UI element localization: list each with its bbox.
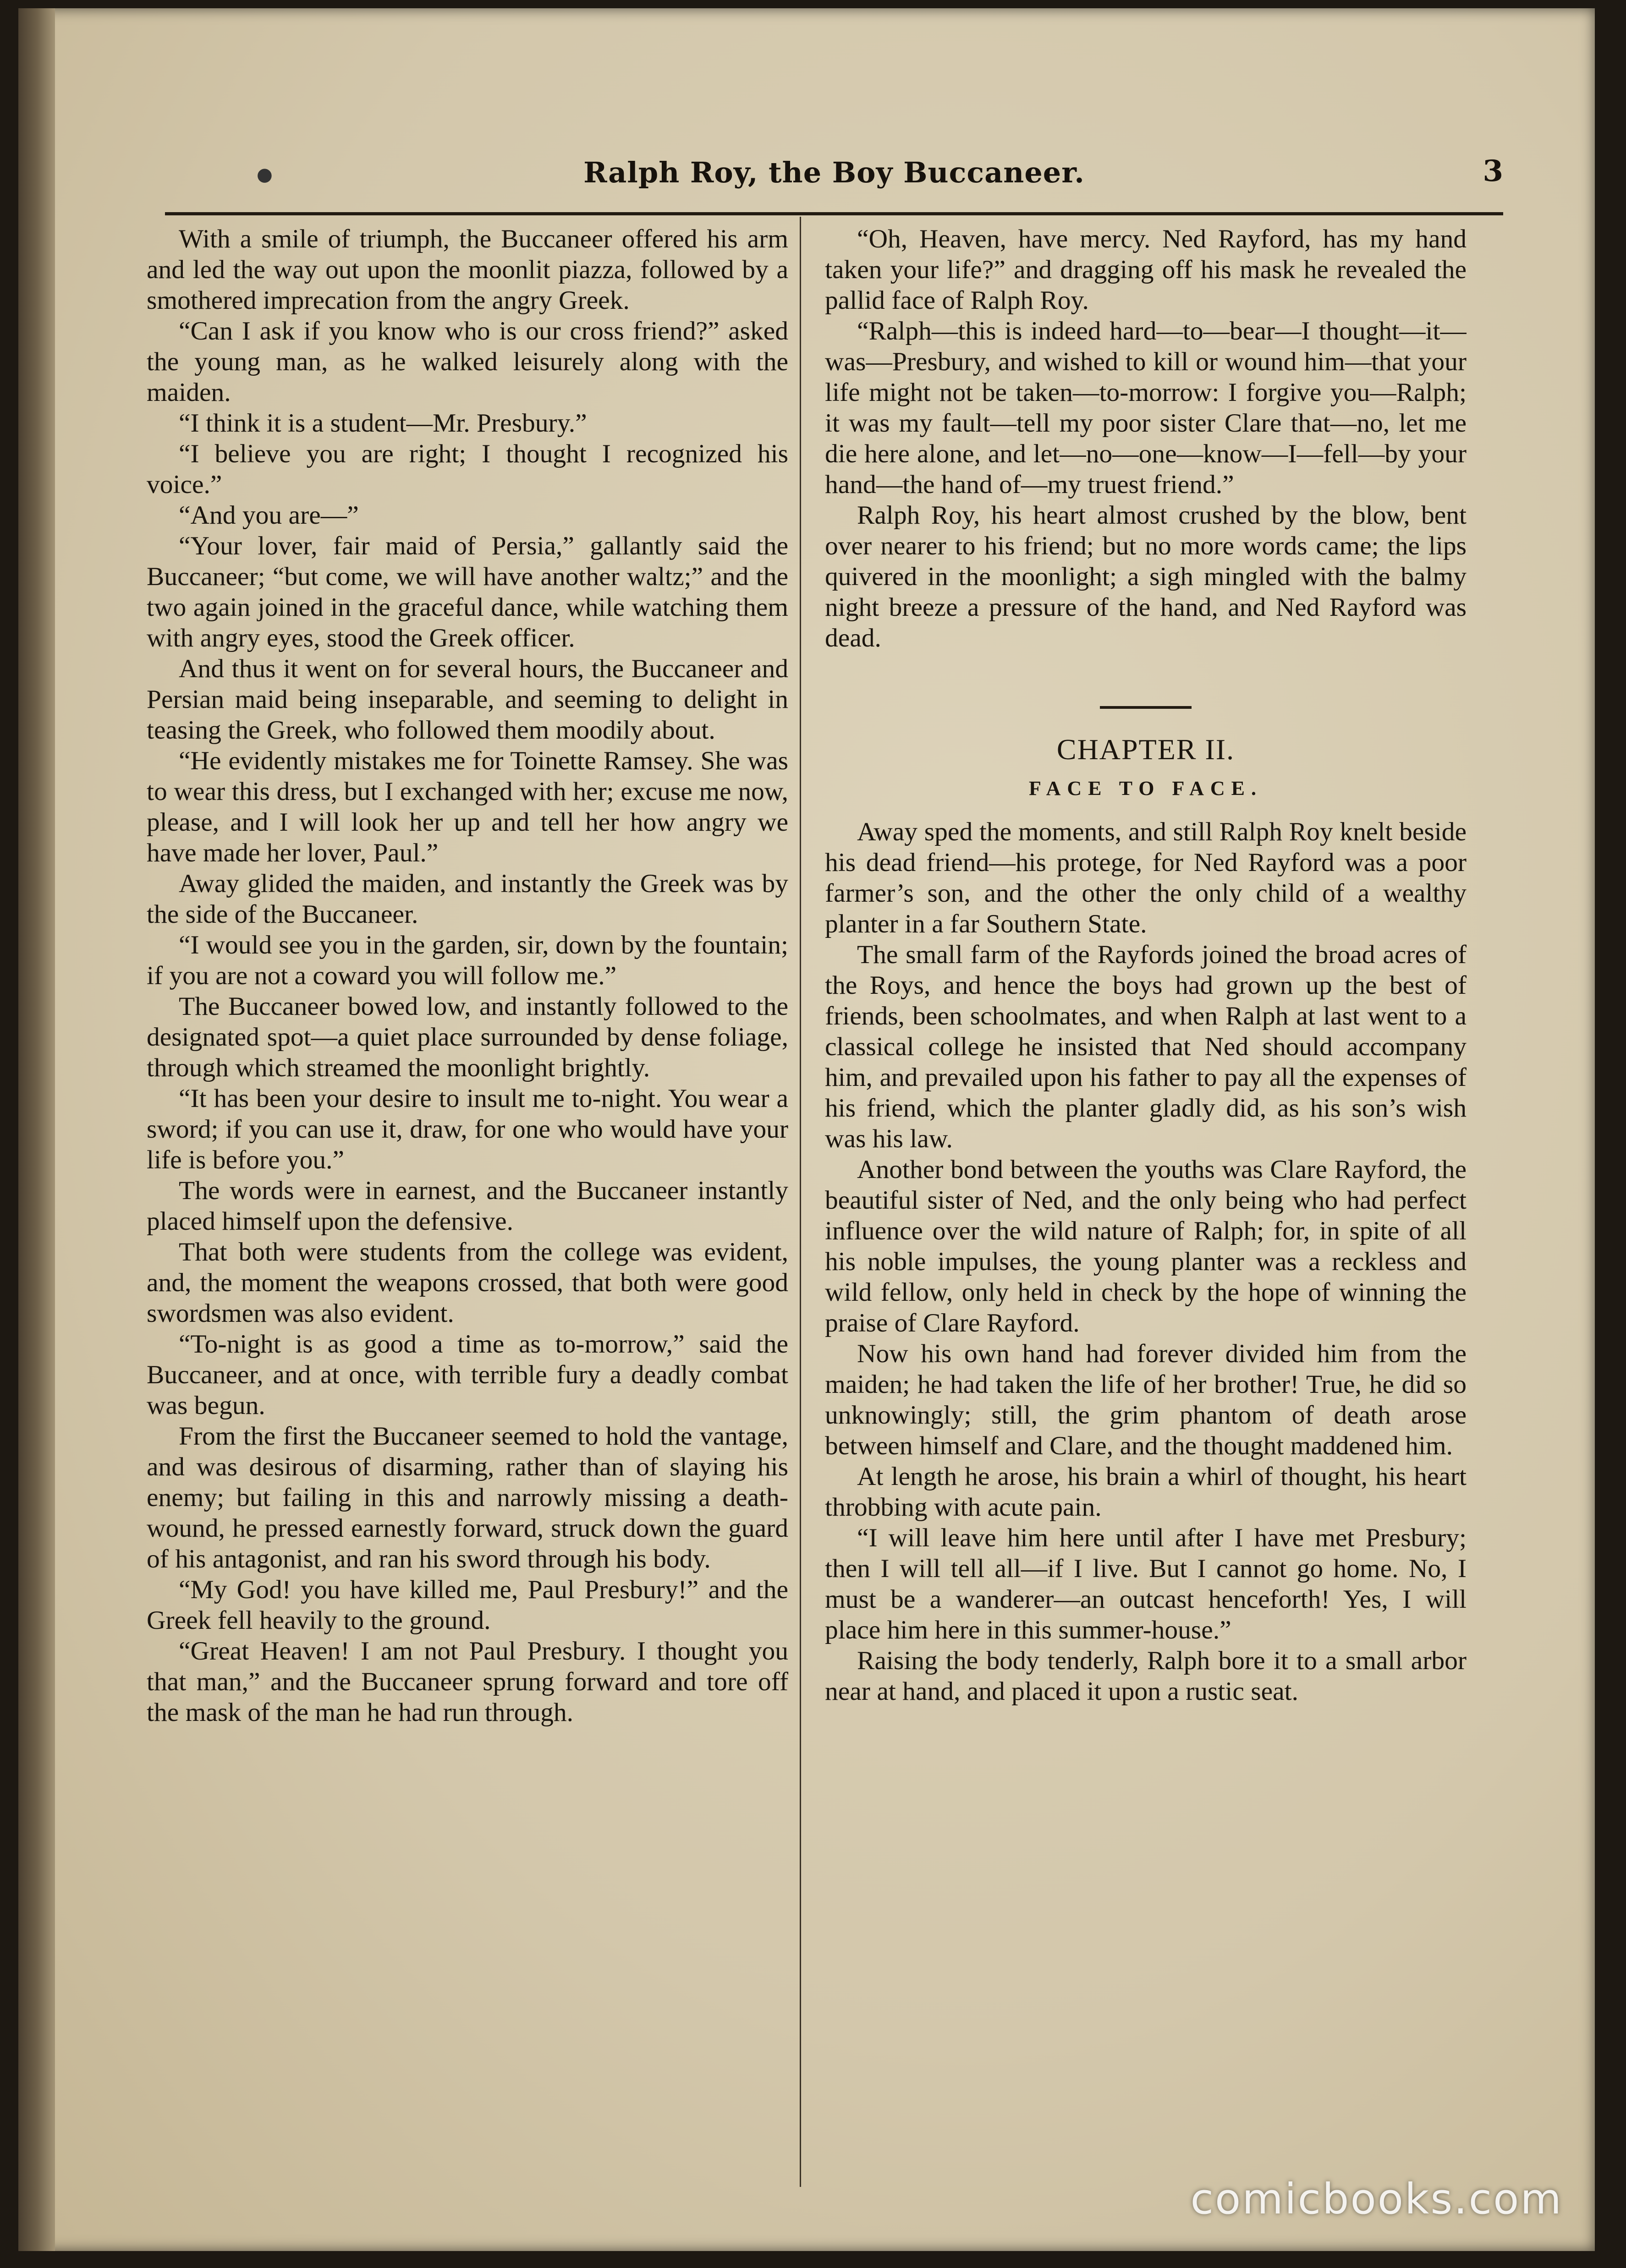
- paragraph: “Your lover, fair maid of Persia,” gallantly said the Buccaneer; “but come, we will have another waltz;” and the two again joined in the graceful dance, while watching them with angry eyes, stood the Greek officer.: [147, 531, 788, 652]
- paragraph: “And you are—”: [179, 501, 359, 530]
- paragraph: The small farm of the Rayfords joined the broad acres of the Roys, and hence the boys had grown up the best of friends, been schoolmates, and when Ralph at last went to a classical college he insisted that Ned should accompany him, and prevailed upon his father to pay all the expenses of his friend, which the planter gladly did, as his son’s wish was his law.: [825, 940, 1467, 1153]
- paragraph: Away sped the moments, and still Ralph Roy knelt beside his dead friend—his protege, for Ned Rayford was a poor farmer’s son, and the other the only child of a wealthy planter in a far Southern State.: [825, 817, 1467, 938]
- paragraph: The words were in earnest, and the Buccaneer instantly placed himself upon the defensive.: [147, 1176, 788, 1236]
- paragraph: “I would see you in the garden, sir, down by the fountain; if you are not a coward you will follow me.”: [147, 931, 788, 990]
- paragraph: Another bond between the youths was Clare Rayford, the beautiful sister of Ned, and the only being who had perfect influence over the wild nature of Ralph; for, in spite of all his noble impulses, the young planter was a reckless and wild fellow, only held in check by the hope of winning the praise of Clare Rayford.: [825, 1155, 1467, 1337]
- chapter-title: FACE TO FACE.: [1028, 777, 1263, 800]
- chapter-heading: CHAPTER II.: [1056, 733, 1235, 766]
- running-header: [165, 146, 1503, 205]
- paragraph: Now his own hand had forever divided him from the maiden; he had taken the life of her brother! True, he did so unknowingly; still, the grim phantom of death arose between himself and Clare, and the thought maddened him.: [825, 1339, 1467, 1460]
- page-spine: [18, 8, 55, 2251]
- running-title: Ralph Roy, the Boy Buccaneer.: [583, 156, 1085, 189]
- paragraph: And thus it went on for several hours, the Buccaneer and Persian maid being inseparable, and seeming to delight in teasing the Greek, who followed them moodily about.: [147, 654, 788, 745]
- ornament-dot-icon: ●: [257, 164, 273, 185]
- header-rule: [165, 212, 1503, 215]
- paragraph: “Oh, Heaven, have mercy. Ned Rayford, has my hand taken your life?” and dragging off his mask he revealed the pallid face of Ralph Roy.: [825, 225, 1467, 315]
- left-column: [147, 224, 788, 2194]
- paragraph: With a smile of triumph, the Buccaneer offered his arm and led the way out upon the moonlit piazza, followed by a smothered imprecation from the angry Greek.: [147, 225, 788, 315]
- page-number: 3: [1483, 154, 1503, 188]
- section-rule: [1100, 706, 1192, 709]
- paragraph: “My God! you have killed me, Paul Presbury!” and the Greek fell heavily to the ground.: [147, 1575, 788, 1635]
- paragraph: The Buccaneer bowed low, and instantly followed to the designated spot—a quiet place surrounded by dense foliage, through which streamed the moonlight brightly.: [147, 992, 788, 1082]
- right-column: [825, 224, 1467, 2194]
- paragraph: “He evidently mistakes me for Toinette Ramsey. She was to wear this dress, but I exchanged with her; excuse me now, please, and I will look her up and tell her how angry we have made her lover, Paul.”: [147, 746, 788, 867]
- column-divider: [800, 217, 801, 2187]
- paragraph: “I believe you are right; I thought I recognized his voice.”: [147, 439, 788, 499]
- paragraph: That both were students from the college was evident, and, the moment the weapons crossed, that both were good swordsmen was also evident.: [147, 1238, 788, 1328]
- paragraph: “Great Heaven! I am not Paul Presbury. I thought you that man,” and the Buccaneer sprung forward and tore off the mask of the man he had run through.: [147, 1637, 788, 1727]
- paragraph: “I will leave him here until after I have met Presbury; then I will tell all—if I live. But I cannot go home. No, I must be a wanderer—an outcast henceforth! Yes, I will place him here in this summer-house.”: [825, 1523, 1467, 1644]
- paragraph: Away glided the maiden, and instantly the Greek was by the side of the Buccaneer.: [147, 869, 788, 929]
- paragraph: “Ralph—this is indeed hard—to—bear—I thought—it—was—Presbury, and wished to kill or wound him—that your life might not be taken—to-morrow: I forgive you—Ralph; it was my fault—tell my poor sister Clare that—no, let me die here alone, and let—no—one—know—I—fell—by your hand—the hand of—my truest friend.”: [825, 317, 1467, 499]
- paragraph: “It has been your desire to insult me to-night. You wear a sword; if you can use it, draw, for one who would have your life is before you.”: [147, 1084, 788, 1174]
- paragraph: At length he arose, his brain a whirl of thought, his heart throbbing with acute pain.: [825, 1462, 1467, 1522]
- paragraph: “Can I ask if you know who is our cross friend?” asked the young man, as he walked leisurely along with the maiden.: [147, 317, 788, 407]
- paragraph: From the first the Buccaneer seemed to hold the vantage, and was desirous of disarming, rather than of slaying his enemy; but failing in this and narrowly missing a death-wound, he pressed earnestly forward, struck down the guard of his antagonist, and ran his sword through his body.: [147, 1422, 788, 1573]
- magazine-page: [18, 8, 1595, 2251]
- site-watermark: comicbooks.com: [1190, 2175, 1563, 2224]
- paragraph: “To-night is as good a time as to-morrow,” said the Buccaneer, and at once, with terrible fury a deadly combat was begun.: [147, 1330, 788, 1420]
- paragraph: Raising the body tenderly, Ralph bore it to a small arbor near at hand, and placed it upon a rustic seat.: [825, 1646, 1467, 1706]
- paragraph: Ralph Roy, his heart almost crushed by the blow, bent over nearer to his friend; but no more words came; the lips quivered in the moonlight; a sigh mingled with the balmy night breeze a pressure of the hand, and Ned Rayford was dead.: [825, 501, 1467, 652]
- paragraph: “I think it is a student—Mr. Presbury.”: [179, 409, 587, 438]
